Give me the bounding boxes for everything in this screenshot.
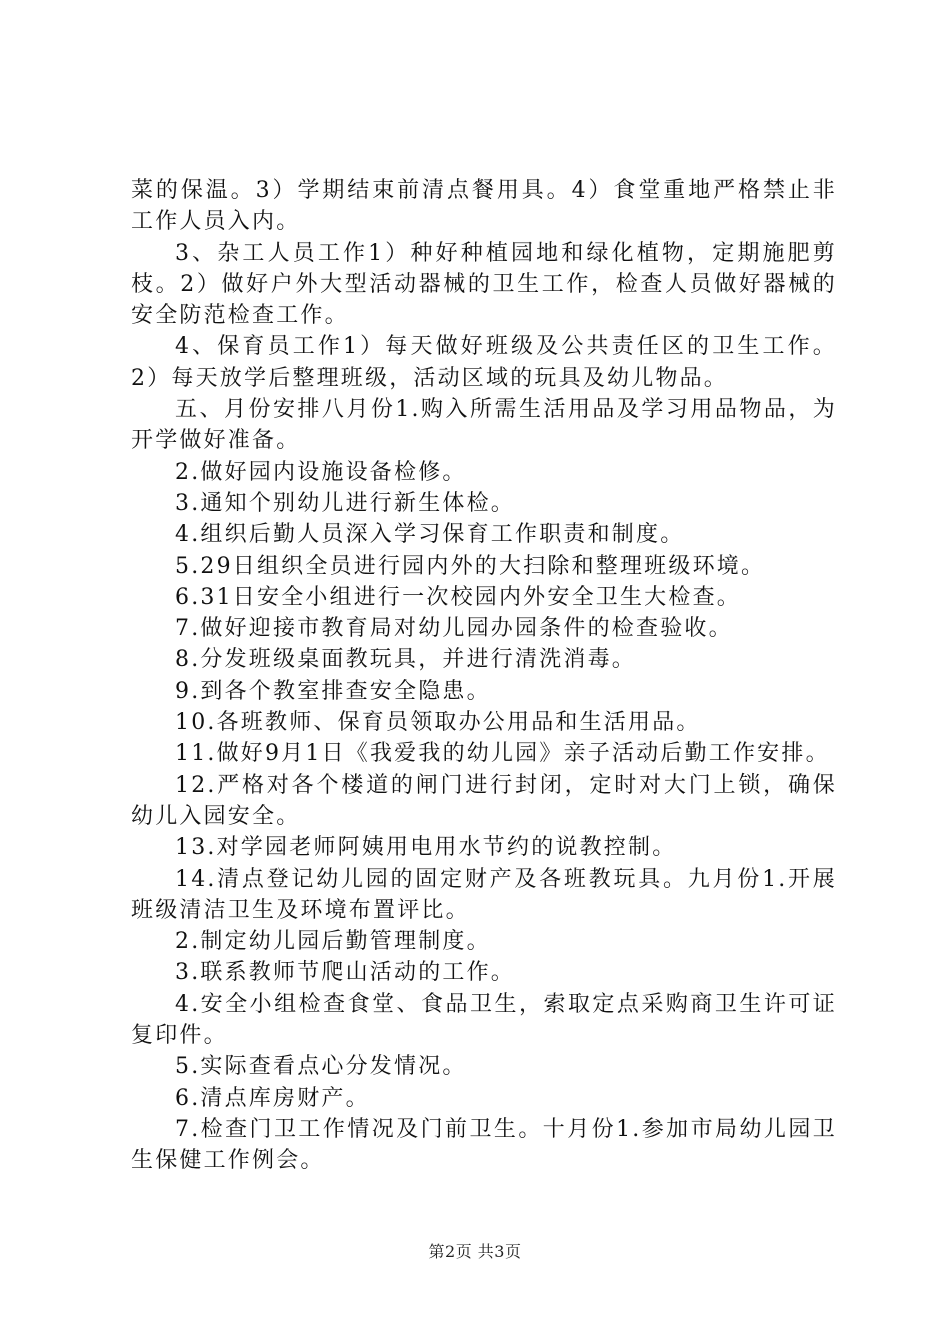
- paragraph: 3.通知个别幼儿进行新生体检。: [175, 490, 515, 516]
- paragraph: 6.清点库房财产。: [175, 1085, 370, 1111]
- paragraph: 4.组织后勤人员深入学习保育工作职责和制度。: [175, 522, 685, 548]
- paragraph: 13.对学园老师阿姨用电用水节约的说教控制。: [175, 835, 677, 861]
- paragraph: 4.安全小组检查食堂、食品卫生，索取定点采购商卫生许可证复印件。: [131, 991, 837, 1049]
- paragraph: 7.检查门卫工作情况及门前卫生。十月份1.参加市局幼儿园卫生保健工作例会。: [131, 1116, 837, 1174]
- paragraph: 4、保育员工作1）每天做好班级及公共责任区的卫生工作。2）每天放学后整理班级，活动区域的玩具及幼儿物品。: [131, 334, 837, 391]
- paragraph: 菜的保温。3）学期结束前清点餐用具。4）食堂重地严格禁止非工作人员入内。: [131, 178, 837, 235]
- paragraph: 14.清点登记幼儿园的固定财产及各班教玩具。九月份1.开展班级清洁卫生及环境布置评比。: [131, 866, 837, 923]
- paragraph: 5.29日组织全员进行园内外的大扫除和整理班级环境。: [175, 553, 766, 579]
- paragraph: 11.做好9月1日《我爱我的幼儿园》亲子活动后勤工作安排。: [175, 741, 830, 767]
- paragraph: 2.做好园内设施设备检修。: [175, 459, 467, 485]
- paragraph: 五、月份安排八月份1.购入所需生活用品及学习用品物品，为开学做好准备。: [131, 397, 837, 454]
- paragraph: 6.31日安全小组进行一次校园内外安全卫生大检查。: [175, 584, 741, 610]
- paragraph: 9.到各个教室排查安全隐患。: [175, 678, 491, 704]
- paragraph: 7.做好迎接市教育局对幼儿园办园条件的检查验收。: [175, 616, 733, 642]
- paragraph: 12.严格对各个楼道的闸门进行封闭，定时对大门上锁，确保幼儿入园安全。: [131, 772, 837, 829]
- paragraph: 3、杂工人员工作1）种好种植园地和绿化植物，定期施肥剪枝。2）做好户外大型活动器械的卫生工作，检查人员做好器械的安全防范检查工作。: [131, 240, 837, 329]
- paragraph: 8.分发班级桌面教玩具，并进行清洗消毒。: [175, 647, 636, 673]
- document-body: [131, 175, 837, 1177]
- paragraph: 5.实际查看点心分发情况。: [175, 1054, 467, 1080]
- page-number-footer: 第2页 共3页: [428, 1242, 522, 1261]
- paragraph: 3.联系教师节爬山活动的工作。: [175, 960, 515, 986]
- paragraph: 10.各班教师、保育员领取办公用品和生活用品。: [175, 710, 701, 736]
- paragraph: 2.制定幼儿园后勤管理制度。: [175, 929, 491, 955]
